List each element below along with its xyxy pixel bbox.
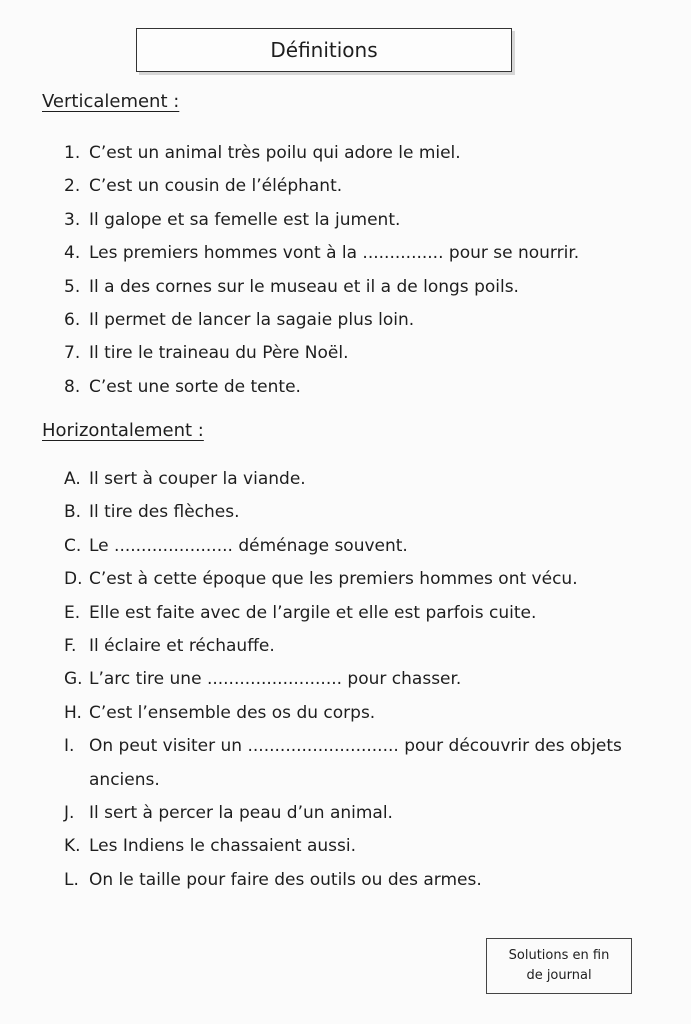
solutions-note-box bbox=[486, 938, 632, 994]
definition-number: 5. bbox=[64, 276, 81, 297]
definition-letter: G. bbox=[64, 669, 83, 690]
definition-number: 2. bbox=[64, 176, 81, 197]
definition-letter: B. bbox=[64, 502, 82, 523]
definition-item bbox=[64, 496, 629, 529]
definition-item bbox=[64, 697, 629, 730]
definition-item bbox=[64, 663, 629, 696]
definition-number: 6. bbox=[64, 310, 81, 331]
definition-item bbox=[64, 530, 629, 563]
definition-text: C’est l’ensemble des os du corps. bbox=[89, 702, 376, 723]
definition-number: 8. bbox=[64, 376, 81, 397]
definition-text: Le ...................... déménage souvent. bbox=[89, 535, 408, 556]
definition-letter: I. bbox=[64, 736, 75, 757]
definition-item bbox=[64, 304, 579, 337]
solutions-note-line2: de journal bbox=[526, 968, 592, 983]
definition-text: C’est un cousin de l’éléphant. bbox=[89, 176, 343, 197]
definition-text: L’arc tire une ......................... pour chasser. bbox=[89, 669, 462, 690]
definition-item bbox=[64, 371, 579, 404]
definition-item bbox=[64, 271, 579, 304]
definition-item bbox=[64, 137, 579, 170]
definition-letter: E. bbox=[64, 602, 81, 623]
definition-text: Elle est faite avec de l’argile et elle est parfois cuite. bbox=[89, 602, 537, 623]
definition-letter: D. bbox=[64, 569, 83, 590]
definition-text: Il a des cornes sur le museau et il a de longs poils. bbox=[89, 276, 519, 297]
definition-number: 3. bbox=[64, 209, 81, 230]
definition-number: 1. bbox=[64, 143, 81, 163]
definition-number: 7. bbox=[64, 343, 81, 364]
definition-letter: J. bbox=[64, 803, 75, 824]
definition-text: Il sert à couper la viande. bbox=[89, 469, 306, 489]
definition-item bbox=[64, 563, 629, 596]
definition-letter: F. bbox=[64, 636, 77, 657]
definition-item bbox=[64, 864, 629, 897]
definition-item bbox=[64, 630, 629, 663]
definition-item bbox=[64, 204, 579, 237]
definition-number: 4. bbox=[64, 243, 81, 264]
definition-text: Il éclaire et réchauffe. bbox=[89, 636, 275, 657]
definition-text: C’est à cette époque que les premiers hommes ont vécu. bbox=[89, 569, 578, 590]
definition-text: On peut visiter un ............................ pour découvrir des objets anciens. bbox=[89, 736, 622, 790]
definition-item bbox=[64, 237, 579, 270]
definition-item bbox=[64, 337, 579, 370]
solutions-note-line1: Solutions en fin bbox=[508, 948, 610, 963]
definition-text: Les Indiens le chassaient aussi. bbox=[89, 836, 357, 857]
definition-letter: L. bbox=[64, 869, 79, 890]
definition-text: Il tire des flèches. bbox=[89, 502, 240, 523]
definition-text: Il tire le traineau du Père Noël. bbox=[89, 343, 349, 364]
vertical-definitions-list bbox=[64, 137, 579, 404]
definition-item bbox=[64, 730, 629, 797]
definition-text: C’est une sorte de tente. bbox=[89, 376, 301, 397]
title-box bbox=[136, 28, 512, 72]
definition-item bbox=[64, 597, 629, 630]
definition-text: Les premiers hommes vont à la ............... pour se nourrir. bbox=[89, 243, 580, 264]
page-title: Définitions bbox=[270, 38, 378, 62]
definition-item bbox=[64, 830, 629, 863]
definition-text: Il galope et sa femelle est la jument. bbox=[89, 209, 401, 230]
definition-text: Il sert à percer la peau d’un animal. bbox=[89, 803, 393, 824]
vertical-heading: Verticalement : bbox=[42, 91, 180, 112]
horizontal-definitions-list bbox=[64, 463, 629, 897]
definition-letter: H. bbox=[64, 702, 82, 723]
horizontal-heading: Horizontalement : bbox=[42, 420, 204, 441]
definition-text: On le taille pour faire des outils ou des armes. bbox=[89, 869, 482, 890]
definition-item bbox=[64, 463, 629, 496]
definition-text: C’est un animal très poilu qui adore le miel. bbox=[89, 143, 461, 163]
definition-letter: K. bbox=[64, 836, 81, 857]
definition-item bbox=[64, 797, 629, 830]
definition-letter: C. bbox=[64, 535, 82, 556]
definition-text: Il permet de lancer la sagaie plus loin. bbox=[89, 310, 415, 331]
definition-letter: A. bbox=[64, 469, 81, 489]
definition-item bbox=[64, 170, 579, 203]
